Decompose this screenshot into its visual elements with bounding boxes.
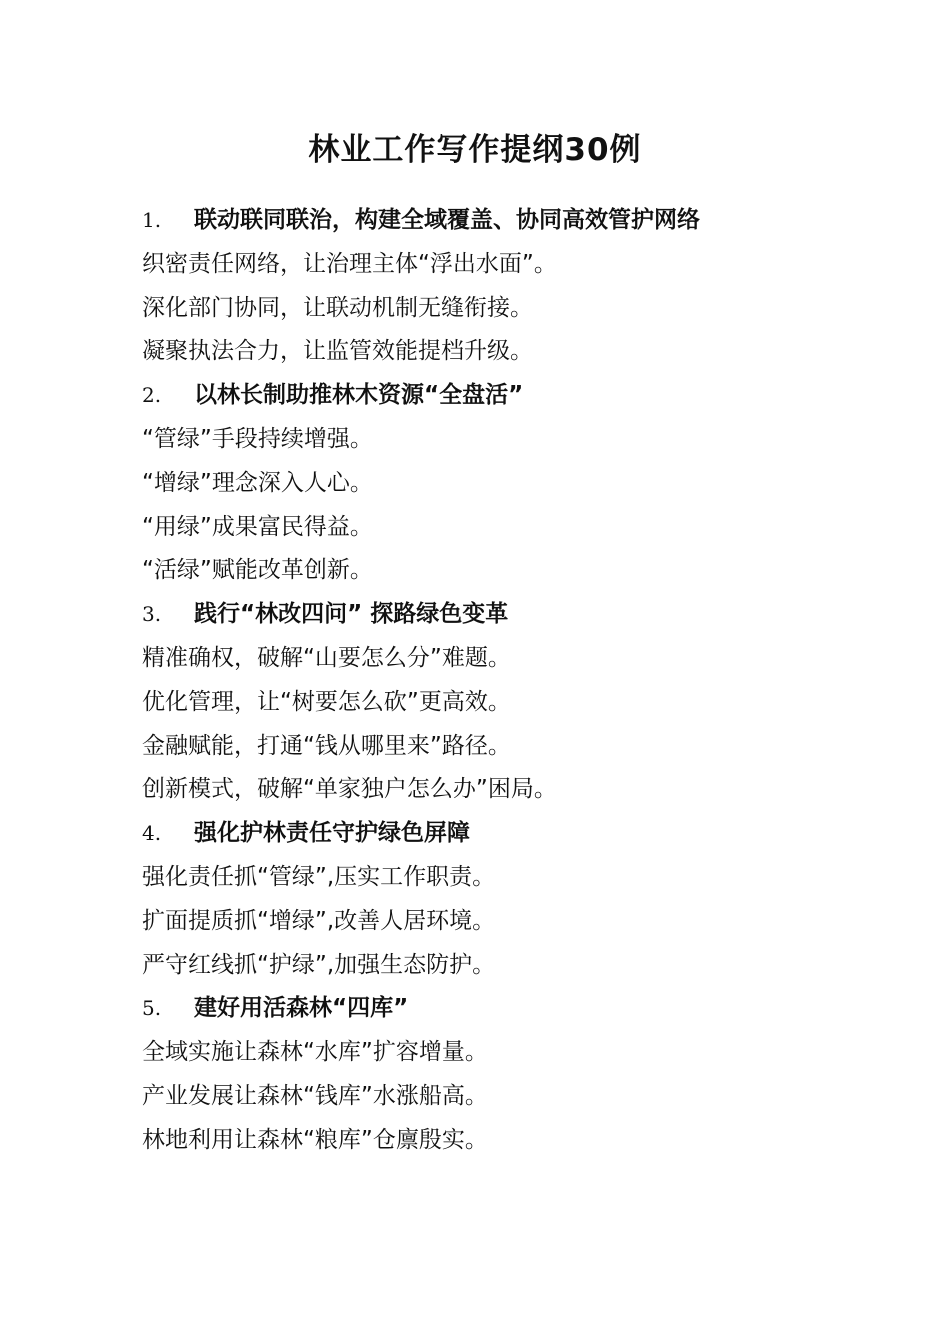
section-title: 以林长制助推林木资源“全盘活” bbox=[194, 382, 524, 409]
section-title: 践行“林改四问” 探路绿色变革 bbox=[194, 601, 509, 628]
paragraph-line: 强化责任抓“管绿”,压实工作职责。 bbox=[142, 863, 496, 890]
document-title: 林业工作写作提纲30例 bbox=[308, 132, 642, 168]
document-body bbox=[142, 199, 902, 1163]
section-heading bbox=[142, 812, 902, 856]
section-number: 5. bbox=[142, 996, 162, 1021]
paragraph-line: 精准确权，破解“山要怎么分”难题。 bbox=[142, 644, 511, 671]
section-number: 2. bbox=[142, 383, 162, 408]
section-title: 建好用活森林“四库” bbox=[194, 995, 409, 1022]
paragraph-line: 优化管理，让“树要怎么砍”更高效。 bbox=[142, 688, 511, 715]
section-title: 强化护林责任守护绿色屏障 bbox=[194, 820, 470, 847]
paragraph-line: 严守红线抓“护绿”,加强生态防护。 bbox=[142, 951, 496, 978]
paragraph-line: 扩面提质抓“增绿”,改善人居环境。 bbox=[142, 907, 496, 934]
section-heading bbox=[142, 593, 902, 637]
paragraph-line: 产业发展让森林“钱库”水涨船高。 bbox=[142, 1082, 488, 1109]
paragraph-line: “用绿”成果富民得益。 bbox=[142, 513, 373, 540]
paragraph-line: 全域实施让森林“水库”扩容增量。 bbox=[142, 1039, 488, 1066]
section-number: 1. bbox=[142, 208, 162, 232]
paragraph-line: 创新模式，破解“单家独户怎么办”困局。 bbox=[142, 776, 557, 803]
paragraph-line: 林地利用让森林“粮库”仓廪殷实。 bbox=[142, 1126, 488, 1153]
section-number: 3. bbox=[142, 602, 162, 627]
paragraph-line: 凝聚执法合力，让监管效能提档升级。 bbox=[142, 338, 533, 365]
paragraph-line: 深化部门协同，让联动机制无缝衔接。 bbox=[142, 294, 533, 321]
paragraph-line: “管绿”手段持续增强。 bbox=[142, 425, 373, 452]
section-title: 联动联同联治，构建全域覆盖、协同高效管护网络 bbox=[194, 207, 700, 233]
section-heading bbox=[142, 987, 902, 1031]
paragraph-line: “活绿”赋能改革创新。 bbox=[142, 557, 373, 584]
paragraph-line: 金融赋能，打通“钱从哪里来”路径。 bbox=[142, 732, 511, 759]
paragraph-line: “增绿”理念深入人心。 bbox=[142, 469, 373, 496]
paragraph-line: 织密责任网络，让治理主体“浮出水面”。 bbox=[142, 250, 557, 277]
section-heading bbox=[142, 199, 902, 243]
section-heading bbox=[142, 374, 902, 418]
section-number: 4. bbox=[142, 821, 162, 846]
